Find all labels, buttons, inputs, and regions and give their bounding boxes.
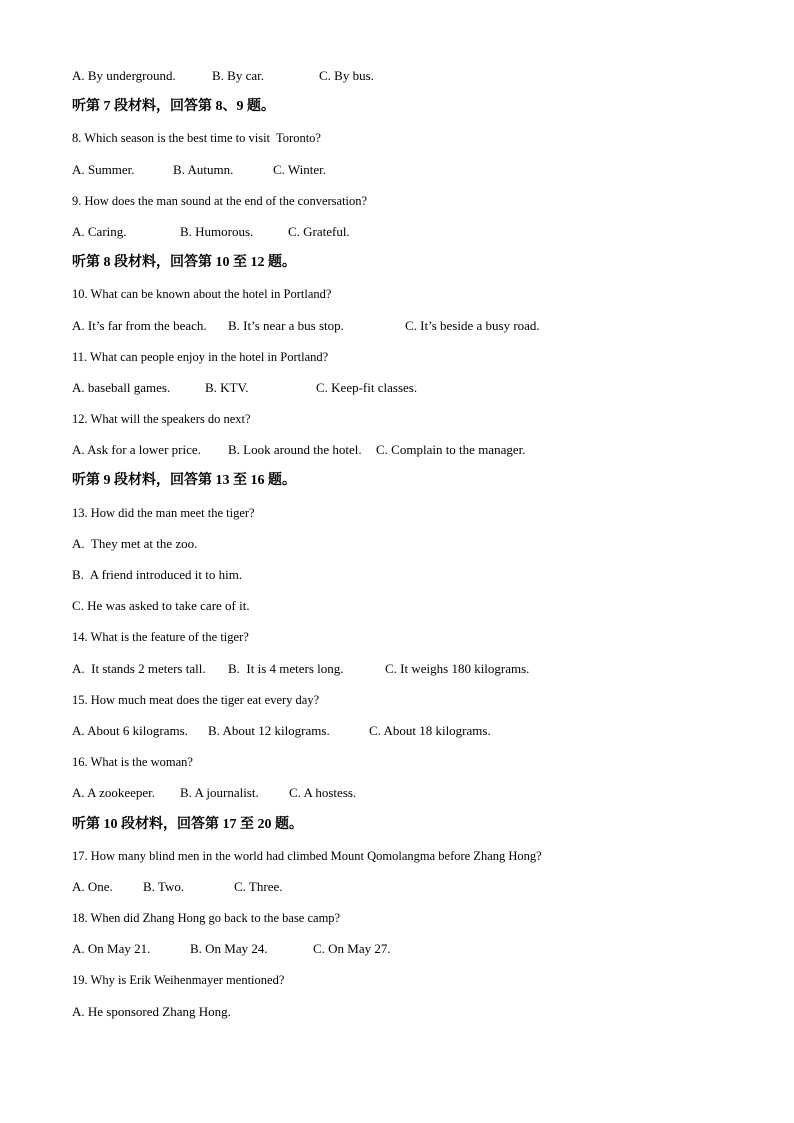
answer-option: B. On May 24. — [190, 941, 268, 957]
question-stem: 12. What will the speakers do next? — [72, 412, 251, 427]
answer-options-row — [72, 939, 732, 970]
answer-option: B. KTV. — [205, 379, 249, 395]
answer-option: A. baseball games. — [72, 379, 171, 395]
question-stem: 17. How many blind men in the world had climbed Mount Qomolangma before Zhang Hong? — [72, 848, 542, 863]
question-stem: 15. How much meat does the tiger eat every day? — [72, 692, 320, 707]
answer-option: A. He sponsored Zhang Hong. — [72, 1003, 231, 1019]
question-stem: 19. Why is Erik Weihenmayer mentioned? — [72, 973, 285, 988]
answer-options-row — [72, 316, 732, 347]
question-stem: 9. How does the man sound at the end of the conversation? — [72, 193, 368, 208]
answer-option: B. Two. — [143, 878, 185, 894]
answer-option: A. It’s far from the beach. — [72, 317, 207, 333]
answer-option: C. A hostess. — [289, 785, 357, 801]
answer-option: C. About 18 kilograms. — [369, 722, 491, 738]
answer-option: A. It stands 2 meters tall. — [72, 660, 206, 676]
answer-option: A. On May 21. — [72, 941, 151, 957]
answer-option: B. A friend introduced it to him. — [72, 567, 243, 582]
answer-option: C. He was asked to take care of it. — [72, 598, 250, 614]
answer-options-row — [72, 160, 732, 191]
answer-option: B. Humorous. — [180, 223, 254, 239]
answer-option: B. Look around the hotel. — [228, 442, 362, 458]
answer-option: A. About 6 kilograms. — [72, 722, 188, 738]
answer-options-row — [72, 877, 732, 908]
answer-option: A. Ask for a lower price. — [72, 442, 201, 458]
answer-option: C. It’s beside a busy road. — [405, 317, 540, 333]
answer-option: B. It’s near a bus stop. — [228, 317, 344, 333]
document-page — [72, 66, 732, 1033]
answer-option: B. A journalist. — [180, 785, 259, 801]
answer-options-row — [72, 659, 732, 690]
question-stem: 13. How did the man meet the tiger? — [72, 505, 255, 520]
question-stem: 18. When did Zhang Hong go back to the base camp? — [72, 911, 341, 926]
answer-option: C. Winter. — [273, 161, 327, 177]
answer-options-row — [72, 66, 732, 97]
answer-option: A. Caring. — [72, 223, 127, 239]
question-stem: 16. What is the woman? — [72, 755, 193, 770]
answer-option: C. On May 27. — [313, 941, 391, 957]
answer-option: A. A zookeeper. — [72, 785, 156, 801]
answer-options-row — [72, 783, 732, 814]
answer-option: A. One. — [72, 878, 113, 894]
answer-option: B. By car. — [212, 68, 264, 83]
answer-option: B. About 12 kilograms. — [208, 722, 330, 738]
answer-options-row — [72, 440, 732, 471]
answer-option: A. They met at the zoo. — [72, 535, 198, 551]
section-heading: 听第 9 段材料，回答第 13 至 16 题。 — [72, 473, 296, 489]
answer-options-row — [72, 222, 732, 253]
answer-option: A. By underground. — [72, 68, 176, 83]
section-heading: 听第 8 段材料，回答第 10 至 12 题。 — [72, 255, 296, 271]
answer-option: C. Three. — [234, 878, 283, 894]
answer-option: C. Keep-fit classes. — [316, 379, 418, 395]
question-stem: 10. What can be known about the hotel in Portland? — [72, 287, 332, 302]
answer-option: A. Summer. — [72, 161, 135, 177]
section-heading: 听第 10 段材料，回答第 17 至 20 题。 — [72, 816, 303, 832]
answer-option: B. Autumn. — [173, 161, 234, 177]
answer-options-row — [72, 721, 732, 752]
answer-option: C. Grateful. — [288, 223, 350, 239]
answer-option: C. By bus. — [319, 68, 374, 83]
answer-option: B. It is 4 meters long. — [228, 660, 344, 676]
question-stem: 14. What is the feature of the tiger? — [72, 630, 249, 645]
answer-option: C. Complain to the manager. — [376, 442, 526, 458]
answer-option: C. It weighs 180 kilograms. — [385, 660, 530, 676]
question-stem: 11. What can people enjoy in the hotel in Portland? — [72, 349, 329, 364]
answer-options-row — [72, 378, 732, 409]
question-stem: 8. Which season is the best time to visit Toronto? — [72, 131, 321, 146]
section-heading: 听第 7 段材料，回答第 8、9 题。 — [72, 99, 275, 115]
